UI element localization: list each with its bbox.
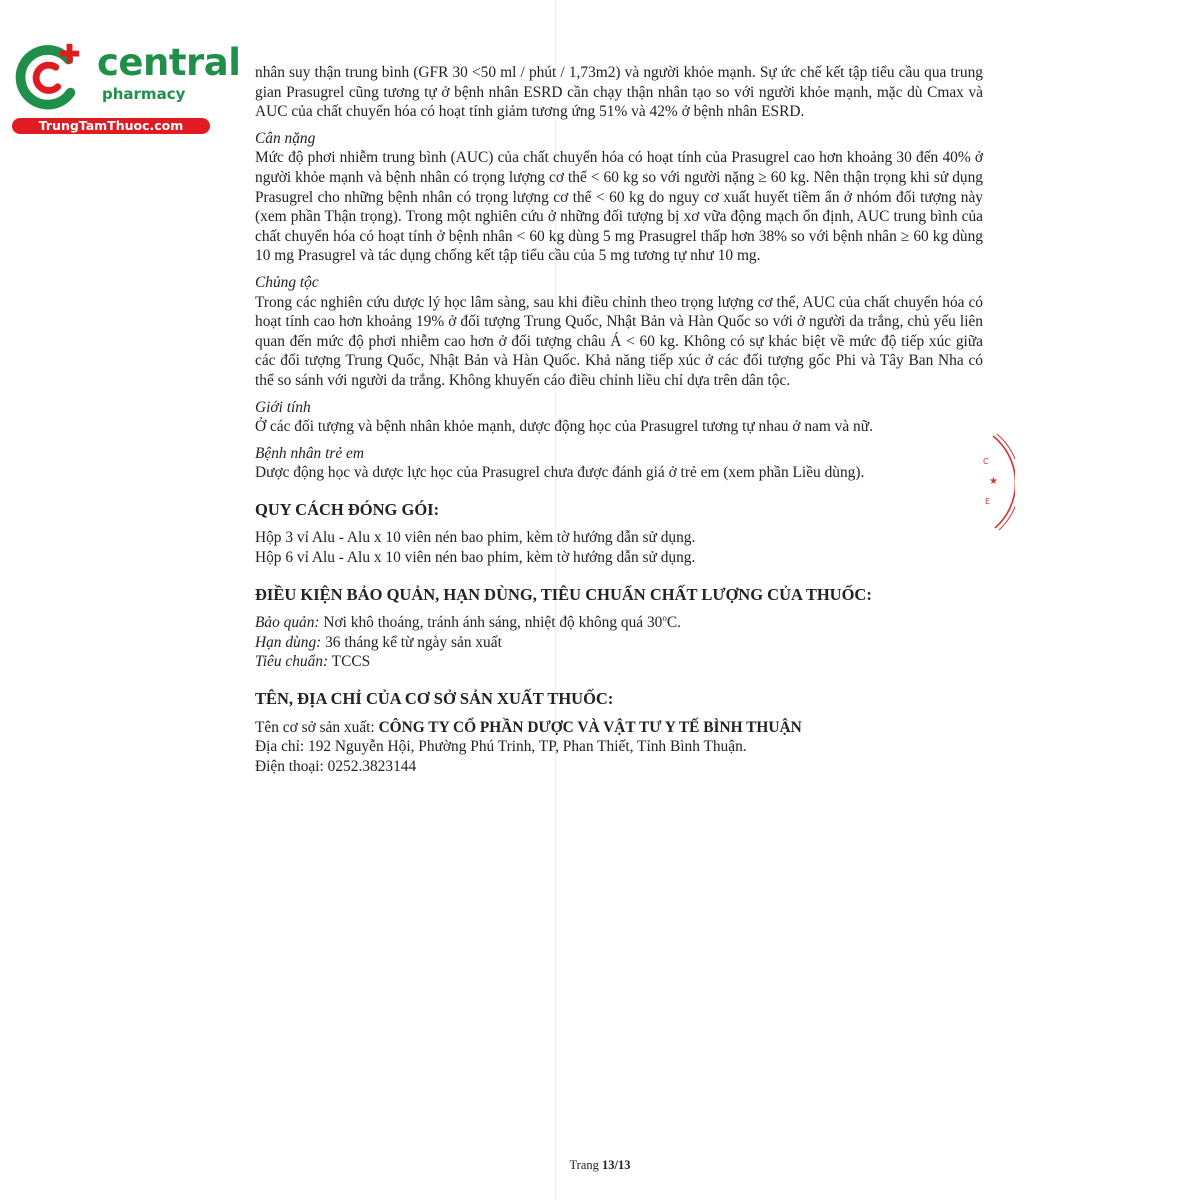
- storage-unit: C.: [666, 614, 682, 632]
- page-prefix: Trang: [569, 1158, 603, 1172]
- manufacturer-name: CÔNG TY CỔ PHẦN DƯỢC VÀ VẬT TƯ Y TẾ BÌNH THUẬN: [378, 718, 802, 736]
- manufacturer-address: Địa chỉ: 192 Nguyễn Hội, Phường Phú Trinh, TP, Phan Thiết, Tỉnh Bình Thuận.: [255, 738, 747, 756]
- packaging-heading: QUY CÁCH ĐÓNG GÓI:: [255, 499, 440, 519]
- document-body: [255, 63, 983, 776]
- page-footer: [0, 1158, 1200, 1173]
- svg-text:★: ★: [989, 476, 998, 487]
- manufacturer-phone: Điện thoại: 0252.3823144: [255, 757, 417, 775]
- packaging-line-1: Hộp 3 vỉ Alu - Alu x 10 viên nén bao phim, kèm tờ hướng dẫn sử dụng.: [255, 529, 696, 547]
- shelf-life-label: Hạn dùng:: [255, 633, 322, 651]
- manufacturer-heading: TÊN, ĐỊA CHỈ CỦA CƠ SỞ SẢN XUẤT THUỐC:: [255, 689, 614, 709]
- central-pharmacy-logo: [10, 36, 241, 136]
- svg-text:C: C: [983, 457, 989, 466]
- gender-paragraph: Ở các đối tượng và bệnh nhân khỏe mạnh, dược động học của Prasugrel tương tự nhau ở nam và nữ.: [255, 418, 873, 436]
- packaging-line-2: Hộp 6 vỉ Alu - Alu x 10 viên nén bao phim, kèm tờ hướng dẫn sử dụng.: [255, 549, 696, 567]
- storage-value: Nơi khô thoáng, tránh ánh sáng, nhiệt độ không quá 30: [319, 614, 663, 632]
- gender-title: Giới tính: [255, 398, 311, 416]
- weight-title: Cân nặng: [255, 129, 316, 147]
- ethnicity-title: Chủng tộc: [255, 273, 319, 291]
- page-number: 13/13: [602, 1158, 631, 1172]
- storage-line: [255, 613, 983, 633]
- logo-url: TrungTamThuoc.com: [12, 118, 210, 134]
- weight-paragraph: Mức độ phơi nhiễm trung bình (AUC) của chất chuyển hóa có hoạt tính của Prasugrel cao hơn khoảng 30 đến 40% ở người khỏe mạnh và bệnh nhân có trọng lượng cơ thể < 60 kg so với người nặng ≥ 60 kg. Nên thận trọng khi sử dụng Prasugrel cho những bệnh nhân có trọng lượng cơ thể < 60 kg do nguy cơ xuất huyết tiềm ẩn ở nhóm đối tượng này (xem phần Thận trọng). Trong một nghiên cứu ở những đối tượng bị xơ vữa động mạch ổn định, AUC trung bình của chất chuyển hóa có hoạt tính ở bệnh nhân < 60 kg dùng 5 mg Prasugrel thấp hơn 38% so với bệnh nhân ≥ 60 kg dùng 10 mg Prasugrel và tác dụng chống kết tập tiểu cầu của 5 mg tương tự như 10 mg.: [255, 149, 983, 265]
- standard-label: Tiêu chuẩn:: [255, 653, 329, 671]
- intro-paragraph: nhân suy thận trung bình (GFR 30 <50 ml / phút / 1,73m2) và người khỏe mạnh. Sự ức chế kết tập tiểu cầu qua trung gian Prasugrel cũng tương tự ở bệnh nhân ESRD cần chạy thận nhân tạo so với người khỏe mạnh, mặc dù Cmax và AUC của chất chuyển hóa có hoạt tính giảm tương ứng 51% và 42% ở bệnh nhân ESRD.: [255, 64, 983, 121]
- standard-line: [255, 652, 983, 672]
- logo-subtitle: pharmacy: [102, 85, 186, 103]
- logo-name: central: [97, 41, 241, 84]
- logo-c-cross-icon: [10, 38, 88, 116]
- storage-heading: ĐIỀU KIỆN BẢO QUẢN, HẠN DÙNG, TIÊU CHUẨN CHẤT LƯỢNG CỦA THUỐC:: [255, 584, 872, 604]
- svg-text:E: E: [985, 497, 991, 506]
- shelf-life-value: 36 tháng kể từ ngày sản xuất: [321, 633, 502, 651]
- manufacturer-name-label: Tên cơ sở sản xuất:: [255, 718, 379, 736]
- degree-mark: o: [662, 613, 667, 624]
- storage-label: Bảo quản:: [255, 614, 320, 632]
- pediatric-paragraph: Dược động học và dược lực học của Prasugrel chưa được đánh giá ở trẻ em (xem phần Liều dùng).: [255, 464, 865, 482]
- shelf-life-line: [255, 633, 983, 653]
- manufacturer-name-line: [255, 718, 983, 738]
- standard-value: TCCS: [328, 653, 371, 671]
- ethnicity-paragraph: Trong các nghiên cứu dược lý học lâm sàng, sau khi điều chỉnh theo trọng lượng cơ thể, AUC của chất chuyển hóa có hoạt tính cao hơn khoảng 19% ở đối tượng Trung Quốc, Nhật Bản và Hàn Quốc so với ở người da trắng, chủ yếu liên quan đến mức độ phơi nhiễm cao hơn ở đối tượng châu Á < 60 kg. Không có sự khác biệt về mức độ tiếp xúc giữa các đối tượng Trung Quốc, Nhật Bản và Hàn Quốc. Khả năng tiếp xúc ở các đối tượng gốc Phi và Tây Ban Nha có thể so sánh với người da trắng. Không khuyến cáo điều chỉnh liều chỉ dựa trên dân tộc.: [255, 293, 983, 389]
- pediatric-title: Bệnh nhân trẻ em: [255, 444, 364, 462]
